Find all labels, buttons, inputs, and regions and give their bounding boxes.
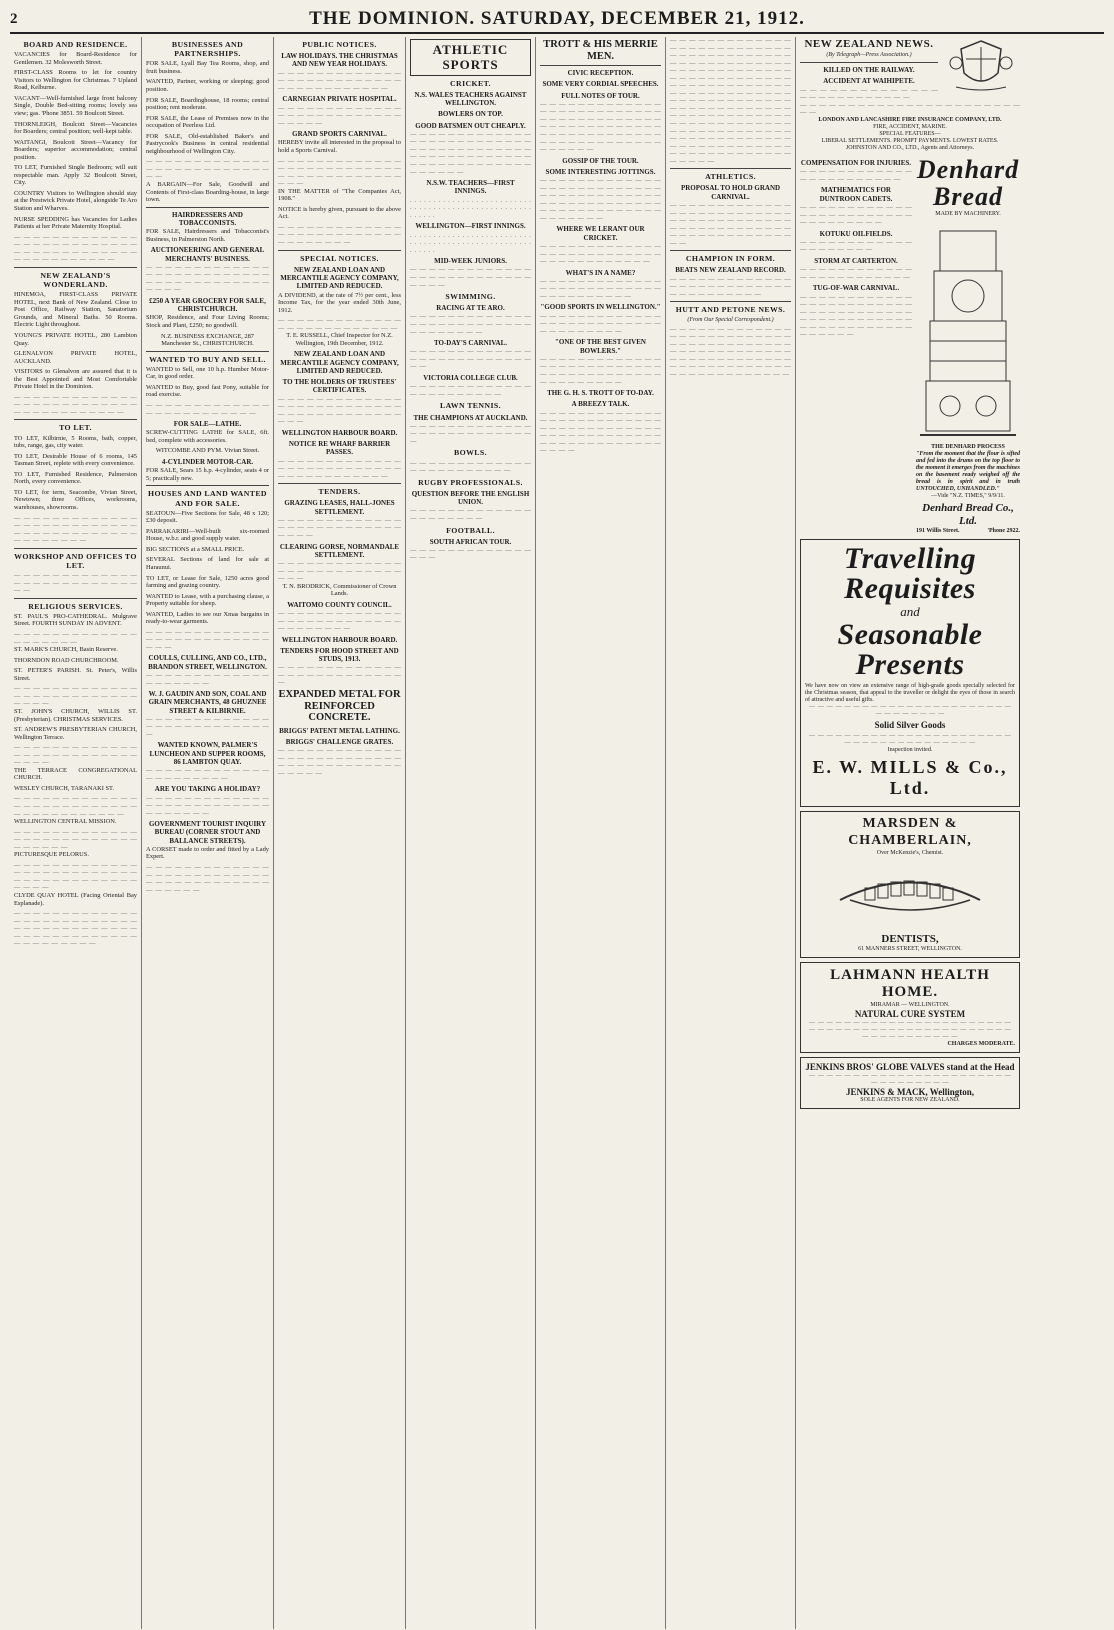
subheading: NOTICE RE WHARF BARRIER PASSES. [288,440,391,457]
section-heading: PUBLIC NOTICES. [302,40,377,49]
subheading: TUG-OF-WAR CARNIVAL. [812,284,900,293]
subheading: TO THE HOLDERS OF TRUSTEES' CERTIFICATES. [282,378,397,395]
section-heading: FOOTBALL. [446,525,495,535]
classified-ad: ST. PETER'S PARISH. St. Peter's, Willis Street. [14,667,137,682]
travelling-body: We have now on view an extensive range of high-grade goods specially selected for the Christmas season, that appeal to the traveller or delight the eyes of those in search of attractive and useful gifts. [805,682,1015,703]
subheading: LAW HOLIDAYS. THE CHRISTMAS AND NEW YEAR HOLIDAYS. [281,52,398,69]
classified-ad: SHOP, Residence, and Four Living Rooms; Stock and Plant, £250; no goodwill. [146,314,269,329]
column-6: — — — — — — — — — — — — — — — — — — — — — — — — — — — — — — — — — — — — — — — — — — — — — — — — — — — — — — — — — — — — — — — — — — — — — — — — — — — — — — — — — — — — — — — — — — — — — — — — — — — — — — — — — — — — — — — — — — — — — — — — — — — — — — — — — — — — — — — — — — — — — — — — — — — — — — — — — — — — — — — — — — — — — — — — — — — — — — — — — — — — — — — — — — — — — — — — — — — — — — — — — — — — — — — — — — — — — ATHLETICS. PROPOSAL TO HOLD GRAND CARNIVAL. — — — — — — — — — — — — — — — — — — — — — — — — — — — — — — — — — — — — — — — — — — — — — — — — — — — — — — — — — — — — — — — — — — — CHAMPION IN FORM. BEATS NEW ZEALAND RECORD. — — — — — — — — — — — — — — — — — — — — — — — — — — — — — — — — — — — — HUTT AND PETONE NEWS. (From Our Special Correspondent.) — — — — — — — — — — — — — — — — — — — — — — — — — — — — — — — — — — — — — — — — — — — — — — — — — — — — — — — — — — — — — — — — — — — — — — — — — — — — — — — — — — — — — — — — — — — [666,37,796,1629]
subheading: KILLED ON THE RAILWAY. [823,66,915,75]
subheading: BOWLERS ON TOP. [438,110,503,119]
subheading: VICTORIA COLLEGE CLUB. [423,374,518,383]
classified-ad: ST. ANDREW'S PRESBYTERIAN CHURCH, Wellington Terrace. [14,726,137,741]
classified-ad: THE TERRACE CONGREGATIONAL CHURCH. [14,766,137,782]
seasonable-presents-heading: Seasonable Presents [837,617,983,681]
subheading: THE G. H. S. TROTT OF TO-DAY. [547,389,654,398]
classified-ad: SEATOUN—Five Sections for Sale, 48 x 120; £30 deposit. [146,509,269,525]
subheading: NEW ZEALAND LOAN AND MERCANTILE AGENCY COMPANY, LIMITED AND REDUCED. [280,265,399,291]
section-heading: SWIMMING. [445,292,496,302]
classified-ad: SEVERAL Sections of land for sale at Haraunui. [146,556,269,571]
section-heading: BUSINESSES AND PARTNERSHIPS. [171,40,244,59]
classified-ad: VACANCIES for Board-Residence for Gentlemen. 32 Molesworth Street. [14,51,137,66]
classified-ad: A CORSET made to order and fitted by a Lady Expert. [146,845,269,861]
section-heading: RUGBY PROFESSIONALS. [418,477,523,487]
subheading: KOTUKU OILFIELDS. [819,229,893,238]
classified-ad: NURSE SPEDDING has Vacancies for Ladies Patients at her Private Maternity Hospital. [14,215,137,231]
subheading: SOME VERY CORDIAL SPEECHES. [542,80,659,89]
subheading: CIVIC RECEPTION. [567,69,634,78]
subheading: TENDERS FOR HOOD STREET AND STUDS, 1913. [280,646,399,664]
classified-ad: YOUNG'S PRIVATE HOTEL, 280 Lambton Quay. [14,331,137,347]
classified-ad: T. N. BRODRICK, Commissioner of Crown Lands. [282,582,397,598]
classified-ad: TO LET, Kilbirnie, 5 Rooms, bath, copper, tubs, range, gas, city water. [14,434,137,450]
insurance-ad-line: FIRE, ACCIDENT, MARINE. [873,123,947,130]
classified-ad: TO LET, or Lease for Sale, 1250 acres good farming and grazing country. [146,574,269,590]
column-3: PUBLIC NOTICES. LAW HOLIDAYS. THE CHRISTMAS AND NEW YEAR HOLIDAYS. — — — — — — — — — — — — — — — — — — — — — — — — — — — — — — — — — — — — — — CARNEGIAN PRIVATE HOSPITAL. — — — — — — — — — — — — — — — — — — — — — — — — — — — — — — — GRAND SPORTS CARNIVAL. HEREBY invite all interested in the proposal to hold a Sports Carnival. — — — — — — — — — — — — — — — — — — — — — — — — — — — — — — — — — — — — — — — — — — IN THE MATTER of "The Companies Act, 1908." NOTICE is hereby given, pursuant to the above Act. — — — — — — — — — — — — — — — — — — — — — — — — — — — — — — — — — — SPECIAL NOTICES. NEW ZEALAND LOAN AND MERCANTILE AGENCY COMPANY, LIMITED AND REDUCED. A DIVIDEND, at the rate of 7½ per cent., less Income Tax, for the year ended 30th June, 1912. — — — — — — — — — — — — — — — — — — — — — — — — — — T. E. RUSSELL, Chief Inspector for N.Z. Wellington, 19th December, 1912. NEW ZEALAND LOAN AND MERCANTILE AGENCY COMPANY, LIMITED AND REDUCED. TO THE HOLDERS OF TRUSTEES' CERTIFICATES. — — — — — — — — — — — — — — — — — — — — — — — — — — — — — — — — — — — — — — — — — — WELLINGTON HARBOUR BOARD. NOTICE RE WHARF BARRIER PASSES. — — — — — — — — — — — — — — — — — — — — — — — — — — — — — — — — — — — — — — TENDERS. GRAZING LEASES, HALL-JONES SETTLEMENT. — — — — — — — — — — — — — — — — — — — — — — — — — — — — — — CLEARING GORSE, NORMANDALE SETTLEMENT. — — — — — — — — — — — — — — — — — — — — — — — — — — — — — T. N. BRODRICK, Commissioner of Crown Lands. WAITOMO COUNTY COUNCIL. — — — — — — — — — — — — — — — — — — — — — — — — — — — — — — — — — — WELLINGTON HARBOUR BOARD. TENDERS FOR HOOD STREET AND STUDS, 1913. — — — — — — — — — — — — — — — — — — — — — — — — — — — EXPANDED METAL FOR REINFORCED CONCRETE. BRIGGS' PATENT METAL LATHING. BRIGGS' CHALLENGE GRATES. — — — — — — — — — — — — — — — — — — — — — — — — — — — — — — — — — — — — — — — — — — — — [274,37,406,1629]
coat-of-arms-icon [946,37,1016,93]
lahmann-cure: NATURAL CURE SYSTEM [854,1009,966,1020]
subheading: THE CHAMPIONS AT AUCKLAND. [413,413,528,422]
subheading: WELLINGTON HARBOUR BOARD. [281,635,398,644]
silver-goods-heading: Solid Silver Goods [874,720,946,731]
subheading: WANTED KNOWN, PALMER'S LUNCHEON AND SUPPER ROOMS, 86 LAMBTON QUAY. [149,741,266,766]
column-1: BOARD AND RESIDENCE. VACANCIES for Board-Residence for Gentlemen. 32 Molesworth Street. FIRST-CLASS Rooms to let for country Visitors to Wellington for Christmas. 7 Upland Road, Kelburne. VACANT—Well-furnished large front balcony Single, Double Bed-sitting rooms; lovely sea view; gas. 'Phone 3851. 59 Boulcott Street. THORNLEIGH, Boulcott Street—Vacancies for Boarders; central position; well-kept table. WAITANGI, Boulcott Street—Vacancy for Boarders; superior accommodation; central position. TO LET, Furnished Single Bedroom; will suit respectable man. Apply 32 Boulcott Street, City. COUNTRY Visitors to Wellington should stay at the Prestwick Private Hotel, alongside Te Aro Station and Wharves. NURSE SPEDDING has Vacancies for Ladies Patients at her Private Maternity Hospital. — — — — — — — — — — — — — — — — — — — — — — — — — — — — — — — — — — — — — — — — — — — — — — — — — — NEW ZEALAND'S WONDERLAND. HINEMOA, FIRST-CLASS PRIVATE HOTEL, next Bank of New Zealand. Close to Post Office, Railway Station, Sanatorium Grounds, and Mineral Baths. 50 Rooms. Electric Light throughout. YOUNG'S PRIVATE HOTEL, 280 Lambton Quay. GLENALVON PRIVATE HOTEL, AUCKLAND. VISITORS to Glenalvon are assured that it is the Best Appointed and Most Comfortable Private Hotel in the Dominion. — — — — — — — — — — — — — — — — — — — — — — — — — — — — — — — — — — — — — — TO LET. TO LET, Kilbirnie, 5 Rooms, bath, copper, tubs, range, gas, city water. TO LET, Desirable House of 6 rooms, 145 Tasman Street, replete with every convenience. TO LET, Furnished Residence, Palmerston North, every convenience. TO LET, for term, Seacombe, Vivian Street, Newtown; three Offices, workrooms, warehouses, showrooms. — — — — — — — — — — — — — — — — — — — — — — — — — — — — — — — — — — — — — — — — — — — — — — — WORKSHOP AND OFFICES TO LET. — — — — — — — — — — — — — — — — — — — — — — — — — — — — RELIGIOUS SERVICES. ST. PAUL'S PRO-CATHEDRAL. Mulgrave Street. FOURTH SUNDAY IN ADVENT. — — — — — — — — — — — — — — — — — — — — ST. MARK'S CHURCH, Basin Reserve. THORNDON ROAD CHURCHROOM. ST. PETER'S PARISH. St. Peter's, Willis Street. — — — — — — — — — — — — — — — — — — — — — — — — — — — — — — ST. JOHN'S CHURCH, WILLIS ST. (Presbyterian). CHRISTMAS SERVICES. ST. ANDREW'S PRESBYTERIAN CHURCH, Wellington Terrace. — — — — — — — — — — — — — — — — — — — — — — — — — — — — — — THE TERRACE CONGREGATIONAL CHURCH. WESLEY CHURCH, TARANAKI ST. — — — — — — — — — — — — — — — — — — — — — — — — — — — — — — — — — — — — — — WELLINGTON CENTRAL MISSION. — — — — — — — — — — — — — — — — — — — — — — — — — — — — — — — — PICTURESQUE PELORUS. — — — — — — — — — — — — — — — — — — — — — — — — — — — — — — — — — — — — — — — — — — — CLYDE QUAY HOTEL (Facing Oriental Bay Esplanade). — — — — — — — — — — — — — — — — — — — — — — — — — — — — — — — — — — — — — — — — — — — — — — — — — — — — — — — — — — — — — [10,37,142,1629]
subheading: GRAND SPORTS CARNIVAL. [292,130,387,139]
lahmann-charges: CHARGES MODERATE. [947,1040,1015,1047]
display-ad-heading: EXPANDED METAL FOR REINFORCED CONCRETE. [278,689,401,724]
dentists-ad [800,811,1020,957]
subheading: BRIGGS' PATENT METAL LATHING. [279,726,400,735]
subheading: A BREEZY TALK. [571,400,630,409]
jenkins-agents: SOLE AGENTS FOR NEW ZEALAND. [860,1097,960,1104]
classified-ad: A DIVIDEND, at the rate of 7½ per cent., less Income Tax, for the year ended 30th June, 1912. [278,291,401,314]
insurance-ad-title: LONDON AND LANCASHIRE FIRE INSURANCE COMPANY, LTD. [818,116,1002,123]
classified-ad: TO LET, Furnished Residence, Palmerston North, every convenience. [14,470,137,486]
scorecard-title: N.S.W. TEACHERS—FIRST INNINGS. [426,179,515,196]
subheading: RACING AT TE ARO. [436,304,505,313]
section-heading: WORKSHOP AND OFFICES TO LET. [14,551,137,570]
classified-ad: WANTED to Buy, good fast Pony, suitable for road exercise. [146,383,269,399]
classified-ad: FIRST-CLASS Rooms to let for country Visitors to Wellington for Christmas. 7 Upland Road, Kelburne. [14,69,137,92]
subheading: BEATS NEW ZEALAND RECORD. [675,266,786,275]
masthead-title: THE DOMINION. SATURDAY, DECEMBER 21, 1912. [309,8,805,29]
denture-illustration-icon [810,860,1010,930]
classified-ad: FOR SALE, Sears 15 h.p. 4-cylinder, seats 4 or 5; practically new. [146,467,269,482]
byline: (By Telegraph—Press Association.) [826,51,912,58]
section-heading: NEW ZEALAND NEWS. [804,38,934,50]
classified-ad: ST. MARK'S CHURCH, Basin Reserve. [14,646,118,654]
classified-ad: FOR SALE, the Lease of Premises now in the occupation of Peerless Ltd. [146,114,269,130]
classified-ad: WITCOMBE AND PYM. Vivian Street. [155,447,260,455]
valves-ad: JENKINS BROS' GLOBE VALVES stand at the Head — — — — — — — — — — — — — — — — — — — — — — — — — — — — — — — — JENKINS & MACK, Wellington, SOLE AGENTS FOR NEW ZEALAND. [800,1057,1020,1109]
classified-ad: GLENALVON PRIVATE HOTEL, AUCKLAND. [14,350,137,365]
insurance-ad-line: JOHNSTON AND CO., LTD., Agents and Attorneys. [845,145,975,152]
athletic-sports-heading: ATHLETIC SPORTS [410,39,531,76]
subheading: GOVERNMENT TOURIST INQUIRY BUREAU (CORNER STOUT AND BALLANCE STREETS). [148,820,267,845]
subheading: COULLS, CULLING, AND CO., LTD., BRANDON STREET, WELLINGTON. [148,654,267,671]
subheading: GOSSIP OF THE TOUR. [562,156,639,165]
byline: (From Our Special Correspondent.) [687,316,774,323]
subheading: GRAZING LEASES, HALL-JONES SETTLEMENT. [284,499,395,516]
classified-ad: FOR SALE, Old-established Baker's and Pastrycook's Business in central residential neighbourhood of Wellington City. [146,132,269,155]
column-4: ATHLETIC SPORTS CRICKET. N.S. WALES TEACHERS AGAINST WELLINGTON. BOWLERS ON TOP. GOOD BATSMEN OUT CHEAPLY. — — — — — — — — — — — — — — — — — — — — — — — — — — — — — — — — — — — — — — — — — — — — — — — — — — — — — — — — — — — — — — — — — — — — — — — N.S.W. TEACHERS—FIRST INNINGS. . . . . . . . . . . . . . . . . . . . . . . . . . . . . . . . . . . . . . . . . . . . . . . . . . . . . . . . . . . WELLINGTON—FIRST INNINGS. . . . . . . . . . . . . . . . . . . . . . . . . . . . . . . . . . . . . . . . . . . . . . . . . . . . . . . . . . . MID-WEEK JUNIORS. — — — — — — — — — — — — — — — — — — — — — — — — — — — — — — SWIMMING. RACING AT TE ARO. — — — — — — — — — — — — — — — — — — — — — — — — — — — — — — — — — — TO-DAY'S CARNIVAL. — — — — — — — — — — — — — — — — — — — — — — — — — — — — VICTORIA COLLEGE CLUB. — — — — — — — — — — — — — — — — — — — — — — — LAWN TENNIS. THE CHAMPIONS AT AUCKLAND. — — — — — — — — — — — — — — — — — — — — — — — — — — — BOWLS. — — — — — — — — — — — — — — — — — — — — — — — — RUGBY PROFESSIONALS. QUESTION BEFORE THE ENGLISH UNION. — — — — — — — — — — — — — — — — — — — — — FOOTBALL. SOUTH AFRICAN TOUR. — — — — — — — — — — — — — — — — [406,37,536,1629]
lahmann-heading: LAHMANN HEALTH HOME. [830,966,990,1001]
page-number: 2 [10,10,18,27]
classified-ad: WANTED to Lease, with a purchasing clause, a Property suitable for sheep. [146,592,269,608]
classified-ad: FOR SALE, Hairdressers and Tobacconist's Business, in Palmerston North. [146,228,269,243]
subheading: WELLINGTON HARBOUR BOARD. [281,428,398,437]
section-heading: BOARD AND RESIDENCE. [23,40,128,49]
subheading: ARE YOU TAKING A HOLIDAY? [154,785,261,794]
denhard-process-heading: THE DENHARD PROCESS [931,443,1005,450]
subheading: HAIRDRESSERS AND TOBACCONISTS. [172,210,243,227]
insurance-ad-line: SPECIAL FEATURES— [879,130,941,137]
subheading: SOME INTERESTING JOTTINGS. [545,167,656,176]
classified-ad: SCREW-CUTTING LATHE for SALE, 6ft. bed, complete with accessories. [146,429,269,444]
subheading: MID-WEEK JUNIORS. [434,257,507,266]
subheading: WHAT'S IN A NAME? [565,268,636,277]
subheading: TO-DAY'S CARNIVAL. [433,339,507,348]
jenkins-firm: JENKINS & MACK, Wellington, [845,1086,975,1097]
classified-ad: VACANT—Well-furnished large front balcony Single, Double Bed-sitting rooms; lovely sea view; gas. 'Phone 3851. 59 Boulcott Street. [14,94,137,118]
classified-ad: TO LET, Desirable House of 6 rooms, 145 Tasman Street, replete with every convenience. [14,452,137,468]
classified-ad: NOTICE is hereby given, pursuant to the above Act. [278,205,401,221]
section-heading: NEW ZEALAND'S WONDERLAND. [40,270,111,290]
denhard-phone: 'Phone 2922. [987,528,1020,535]
travelling-heading: Travelling [843,542,977,576]
classified-ad: WANTED to Sell, one 10 h.p. Humber Motor-Car, in good order. [146,365,269,381]
section-heading: HUTT AND PETONE NEWS. [675,305,786,315]
subheading: FOR SALE—LATHE. [173,420,242,429]
section-heading: TO LET. [59,423,92,433]
denhard-process-text: "From the moment that the flour is sifted and fed into the drums on the top floor to the moment it emerges from the machines on the basement ready weighed off the bread is in spirit and in truth UNTOUCHED, UNHANDLED." [916,450,1020,493]
denhard-subline: MADE BY MACHINERY. [935,210,1001,217]
filler-text: — — — — — — — — — — — — — — — — — — — — — — — — — — — — — — — — — — — — — — — — — — — — — — — — — — [14,233,137,264]
scorecard-title: WELLINGTON—FIRST INNINGS. [415,222,526,231]
classified-ad: WESLEY CHURCH, TARANAKI ST. [14,784,115,792]
subheading: CARNEGIAN PRIVATE HOSPITAL. [282,95,397,104]
jenkins-heading: JENKINS BROS' GLOBE VALVES stand at the Head [805,1062,1015,1072]
classified-ad: N.Z. BUSINESS EXCHANGE, 287 Manchester St., CHRISTCHURCH. [160,332,255,348]
subheading: COMPENSATION FOR INJURIES. [800,159,912,168]
subheading: 4-CYLINDER MOTOR-CAR. [161,458,254,466]
subheading: AUCTIONEERING AND GENERAL MERCHANTS' BUSINESS. [150,246,265,263]
columns [10,37,1104,1629]
subheading: WAITOMO COUNTY COUNCIL. [287,600,392,609]
insurance-ad-line: LIBERAL SETTLEMENTS. PROMPT PAYMENTS. LOWEST RATES. [821,137,999,144]
denhard-headline: Denhard Bread [916,155,1020,212]
classified-ad: PARRAKARIRI—Well-built six-roomed House, w.b.r. and good supply water. [146,527,269,543]
classified-ad: HEREBY invite all interested in the proposal to hold a Sports Carnival. [278,139,401,155]
classified-ad: ST. JOHN'S CHURCH, WILLIS ST. (Presbyterian). CHRISTMAS SERVICES. [14,707,137,723]
classified-ad: ST. PAUL'S PRO-CATHEDRAL. Mulgrave Street. FOURTH SUNDAY IN ADVENT. [14,612,137,628]
subheading: CLEARING GORSE, NORMANDALE SETTLEMENT. [279,542,400,559]
mills-company: E. W. MILLS & Co., Ltd. [812,757,1008,799]
subheading: SOUTH AFRICAN TOUR. [429,537,512,546]
classified-ad: VISITORS to Glenalvon are assured that it is the Best Appointed and Most Comfortable Private Hotel in the Dominion. [14,368,137,391]
classified-ad: THORNLEIGH, Boulcott Street—Vacancies for Boarders; central position; well-kept table. [14,120,137,136]
marsden-heading: MARSDEN & CHAMBERLAIN, [848,816,972,848]
bread-machine-illustration-icon [920,221,1016,441]
classified-ad: TO LET, Furnished Single Bedroom; will suit respectable man. Apply 32 Boulcott Street, City. [14,164,137,187]
classified-ad: CLYDE QUAY HOTEL (Facing Oriental Bay Esplanade). [14,891,137,907]
column-5: TROTT & HIS MERRIE MEN. CIVIC RECEPTION. SOME VERY CORDIAL SPEECHES. FULL NOTES OF TOUR. — — — — — — — — — — — — — — — — — — — — — — — — — — — — — — — — — — — — — — — — — — — — — — — — — — — — — — — — — — — — — — — — — — — — — — — — — — — — — — — — — — — — GOSSIP OF THE TOUR. SOME INTERESTING JOTTINGS. — — — — — — — — — — — — — — — — — — — — — — — — — — — — — — — — — — — — — — — — — — — — — — — — — — — — — — — — — — — — — — — — — — — — — — — — WHERE WE LERANT OUR CRICKET. — — — — — — — — — — — — — — — — — — — — — — — — — — — — — — — — — — — — — — WHAT'S IN A NAME? — — — — — — — — — — — — — — — — — — — — — — — — — — — — — — — — — — — — "GOOD SPORTS IN WELLINGTON." — — — — — — — — — — — — — — — — — — — — — — — — — — — — — — — — — — — "ONE OF THE BEST GIVEN BOWLERS." — — — — — — — — — — — — — — — — — — — — — — — — — — — — — — — — — — — — — — — — — — — — — — — — THE G. H. S. TROTT OF TO-DAY. A BREEZY TALK. — — — — — — — — — — — — — — — — — — — — — — — — — — — — — — — — — — — — — — — — — — — — — — — — — — — — — — — — — — — — — — — — — — — — — [536,37,666,1629]
subheading: MATHEMATICS FOR DUNTROON CADETS. [819,186,893,203]
section-heading: CHAMPION IN FORM. [685,254,776,264]
classified-ad: HINEMOA, FIRST-CLASS PRIVATE HOTEL, next Bank of New Zealand. Close to Post Office, Railway Station, Sanatorium Grounds, and Mineral Baths. 50 Rooms. Electric Light throughout. [14,291,137,329]
classified-ad: THORNDON ROAD CHURCHROOM. [14,656,119,664]
and-heading: and [900,604,920,620]
subheading: "GOOD SPORTS IN WELLINGTON." [540,303,661,312]
lahmann-location: MIRAMAR — WELLINGTON. [870,1002,950,1008]
subheading: ACCIDENT AT WAIHIPETE. [823,77,915,86]
classified-ad: WANTED, Partner, working or sleeping; good position. [146,78,269,94]
dentists-label: DENTISTS, [881,932,939,945]
classified-ad: WELLINGTON CENTRAL MISSION. [14,818,117,826]
subheading: QUESTION BEFORE THE ENGLISH UNION. [411,489,530,507]
denhard-address: 191 Willis Street. [916,528,960,535]
section-heading: HOUSES AND LAND WANTED AND FOR SALE. [148,489,267,508]
section-heading: WANTED TO BUY AND SELL. [149,354,266,364]
insurance-ad [942,37,1020,102]
subheading: PROPOSAL TO HOLD GRAND CARNIVAL. [680,184,781,201]
classified-ad: A BARGAIN—For Sale, Goodwill and Contents of First-class Boarding-house, in large town. [146,181,269,204]
inspection-invited: Inspection invited. [887,746,933,753]
subheading: N.S. WALES TEACHERS AGAINST WELLINGTON. [414,90,527,108]
marsden-subline: Over McKenzie's, Chemist. [876,849,944,856]
subheading: GOOD BATSMEN OUT CHEAPLY. [415,121,526,130]
classified-ad: WAITANGI, Boulcott Street—Vacancy for Boarders; superior accommodation; central position. [14,138,137,161]
classified-ad: PICTURESQUE PELORUS. [14,851,89,859]
section-heading: LAWN TENNIS. [440,401,501,411]
classified-ad: FOR SALE, Boardinghouse, 18 rooms; central position; rent moderate. [146,96,269,112]
requisites-heading: Requisites [844,572,976,606]
health-home-ad: LAHMANN HEALTH HOME. MIRAMAR — WELLINGTON. NATURAL CURE SYSTEM — — — — — — — — — — — — — — — — — — — — — — — — — — — — — — — — — — — — — — — — — — — — — — — — — — — — — — — — — CHARGES MODERATE. [800,962,1020,1053]
travelling-requisites-ad: Travelling Requisites and Seasonable Presents We have now on view an extensive range of high-grade goods specially selected for the Christmas season, that appeal to the traveller or delight the eyes of those in search of attractive and useful gifts. — — — — — — — — — — — — — — — — — — — — — — — — — — — — — — — Solid Silver Goods — — — — — — — — — — — — — — — — — — — — — — — — — — — — — — — — — — — — — — Inspection invited. E. W. MILLS & Co., Ltd. [800,539,1020,807]
subheading: W. J. GAUDIN AND SON, COAL AND GRAIN MERCHANTS, 48 GHUZNEE STREET & KILBIRNIE. [148,690,267,715]
denhard-bread-ad [916,156,1020,535]
section-heading: BOWLS. [454,448,487,458]
classified-ad: T. E. RUSSELL, Chief Inspector for N.Z. Wellington, 19th December, 1912. [286,332,393,347]
subheading: NEW ZEALAND LOAN AND MERCANTILE AGENCY COMPANY, LIMITED AND REDUCED. [280,350,399,375]
column-7: NEW ZEALAND NEWS. (By Telegraph—Press Association.) KILLED ON THE RAILWAY. ACCIDENT AT WAIHIPETE. — — — — — — — — — — — — — — — — — — — — — — — — — — — — — — — — — — — — — — — — — — — — — — — — — — — LONDON AND LANCASHIRE FIRE INSURANCE COMPANY, LTD. FIRE, ACCIDENT, MARINE. SPECIAL FEATURES— LIBERAL SETTLEMENTS. PROMPT PAYMENTS. LOWEST RATES. JOHNSTON AND CO., LTD., Agents and Attorneys. COMPENSATION FOR INJURIES. — — — — — — — — — — — — — — — — — — — — — — — MATHEMATICS FOR DUNTROON CADETS. — — — — — — — — — — — — — — — — — — — — — — — — — — — — — — — — — KOTUKU OILFIELDS. — — — — — — — — — — — — — — — — — — — — STORM AT CARTERTON. — — — — — — — — — — — — — — — — — — — — — — — — TUG-OF-WAR CARNIVAL. — — — — — — — — — — — — — — — — — — — — — — — — — — — — — — — — — — — — — — — — — — — — — — — — — — — — — — — — — — — — — — — — — — Denhard Bread MADE BY MACHINERY. THE DENHARD PROCESS "From the moment that the flour is sifted and fed into the drums on the top floor to the moment it emerges from the machines on the basement ready weighed off the bread is in spirit and in truth UNTOUCHED, UNHANDLED." —Vide "N.Z. TIMES," 9/9/11. Denhard Bread Co., Ltd. 191 Willis Street. 'Phone 2922. Travelling Requisites and Seasonable Presents We have now on view an extensive range of high-grade goods specially selected for the Christmas season, that appeal to the traveller or delight the eyes of those in search of attractive and useful gifts. — — — — — — — — — — — — — — — — — — — — — — — — — — — — — — — Solid Silver Goods — — — — — — — — — — — — — — — — — — — — — — — — — — — — — — — — — — — — — — Inspection invited. E. W. MILLS & Co., Ltd. MARSDEN & CHAMBERLAIN, Over McKenzie's, Chemist. DENTISTS, 61 MANNERS STREET, WELLINGTON. LAHMANN HEALTH HOME. MIRAMAR — WELLINGTON. NATURAL CURE SYSTEM — — — — — — — — — — — — — — — — — — — — — — — — — — — — — — — — — — — — — — — — — — — — — — — — — — — — — — — — — CHARGES MODERATE. JENKINS BROS' GLOBE VALVES stand at the Head — — — — — — — — — — — — — — — — — — — — — — — — — — — — — — — — JENKINS & MACK, Wellington, SOLE AGENTS FOR NEW ZEALAND. [796,37,1024,1629]
subheading: FULL NOTES OF TOUR. [561,91,640,100]
classified-ad: FOR SALE, Lyall Bay Tea Rooms, shop, and fruit business. [146,60,269,75]
denhard-company: Denhard Bread Co., Ltd. [922,502,1014,528]
subheading: £250 A YEAR GROCERY FOR SALE, CHRISTCHURCH. [149,296,266,314]
subheading: WHERE WE LERANT OUR CRICKET. [556,225,645,242]
section-heading: TENDERS. [318,487,361,497]
classified-ad: IN THE MATTER of "The Companies Act, 1908." [278,187,401,203]
subheading: "ONE OF THE BEST GIVEN BOWLERS." [555,338,646,355]
section-heading: RELIGIOUS SERVICES. [28,601,123,611]
masthead [10,6,1104,34]
denhard-citation: —Vide "N.Z. TIMES," 9/9/11. [931,493,1005,500]
classified-ad: BIG SECTIONS at a SMALL PRICE. [146,545,245,553]
section-heading: ATHLETICS. [705,172,756,182]
classified-ad: WANTED, Ladies to see our Xmas bargains in ready-to-wear garments. [146,610,269,626]
section-heading: CRICKET. [450,78,491,88]
subheading: STORM AT CARTERTON. [814,256,898,265]
column-2: BUSINESSES AND PARTNERSHIPS. FOR SALE, Lyall Bay Tea Rooms, shop, and fruit business. WANTED, Partner, working or sleeping; good position. FOR SALE, Boardinghouse, 18 rooms; central position; rent moderate. FOR SALE, the Lease of Premises now in the occupation of Peerless Ltd. FOR SALE, Old-established Baker's and Pastrycook's Business in central residential neighbourhood of Wellington City. — — — — — — — — — — — — — — — — — — — — — — — — — — — — A BARGAIN—For Sale, Goodwill and Contents of First-class Boarding-house, in large town. HAIRDRESSERS AND TOBACCONISTS. FOR SALE, Hairdressers and Tobacconist's Business, in Palmerston North. AUCTIONEERING AND GENERAL MERCHANTS' BUSINESS. — — — — — — — — — — — — — — — — — — — — — — — — — — — — — — — — — — — — — — — — — — — £250 A YEAR GROCERY FOR SALE, CHRISTCHURCH. SHOP, Residence, and Four Living Rooms; Stock and Plant, £250; no goodwill. N.Z. BUSINESS EXCHANGE, 287 Manchester St., CHRISTCHURCH. WANTED TO BUY AND SELL. WANTED to Sell, one 10 h.p. Humber Motor-Car, in good order. WANTED to Buy, good fast Pony, suitable for road exercise. — — — — — — — — — — — — — — — — — — — — — — — — — FOR SALE—LATHE. SCREW-CUTTING LATHE for SALE, 6ft. bed, complete with accessories. WITCOMBE AND PYM. Vivian Street. 4-CYLINDER MOTOR-CAR. FOR SALE, Sears 15 h.p. 4-cylinder, seats 4 or 5; practically new. HOUSES AND LAND WANTED AND FOR SALE. SEATOUN—Five Sections for Sale, 48 x 120; £30 deposit. PARRAKARIRI—Well-built six-roomed House, w.b.r. and good supply water. BIG SECTIONS at a SMALL PRICE. SEVERAL Sections of land for sale at Haraunui. TO LET, or Lease for Sale, 1250 acres good farming and grazing country. WANTED to Lease, with a purchasing clause, a Property suitable for sheep. WANTED, Ladies to see our Xmas bargains in ready-to-wear garments. — — — — — — — — — — — — — — — — — — — — — — — — — — — — — COULLS, CULLING, AND CO., LTD., BRANDON STREET, WELLINGTON. — — — — — — — — — — — — — — — — — — — — W. J. GAUDIN AND SON, COAL AND GRAIN MERCHANTS, 48 GHUZNEE STREET & KILBIRNIE. — — — — — — — — — — — — — — — — — — — — — — — — — — — WANTED KNOWN, PALMER'S LUNCHEON AND SUPPER ROOMS, 86 LAMBTON QUAY. — — — — — — — — — — — — — — — — — — — — — — ARE YOU TAKING A HOLIDAY? — — — — — — — — — — — — — — — — — — — — — — — — — — — — — — — — — GOVERNMENT TOURIST INQUIRY BUREAU (CORNER STOUT AND BALLANCE STREETS). A CORSET made to order and fitted by a Lady Expert. — — — — — — — — — — — — — — — — — — — — — — — — — — — — — — — — — — — — — — — — — — — — — [142,37,274,1629]
section-heading: SPECIAL NOTICES. [300,253,379,263]
classified-ad: COUNTRY Visitors to Wellington should stay at the Prestwick Private Hotel, alongside Te Aro Station and Wharves. [14,189,137,213]
article-headline: TROTT & HIS MERRIE MEN. [543,39,658,62]
dentists-address: 61 MANNERS STREET, WELLINGTON. [858,945,962,952]
subheading: BRIGGS' CHALLENGE GRATES. [285,737,394,746]
classified-ad: TO LET, for term, Seacombe, Vivian Street, Newtown; three Offices, workrooms, warehouses, showrooms. [14,488,137,511]
